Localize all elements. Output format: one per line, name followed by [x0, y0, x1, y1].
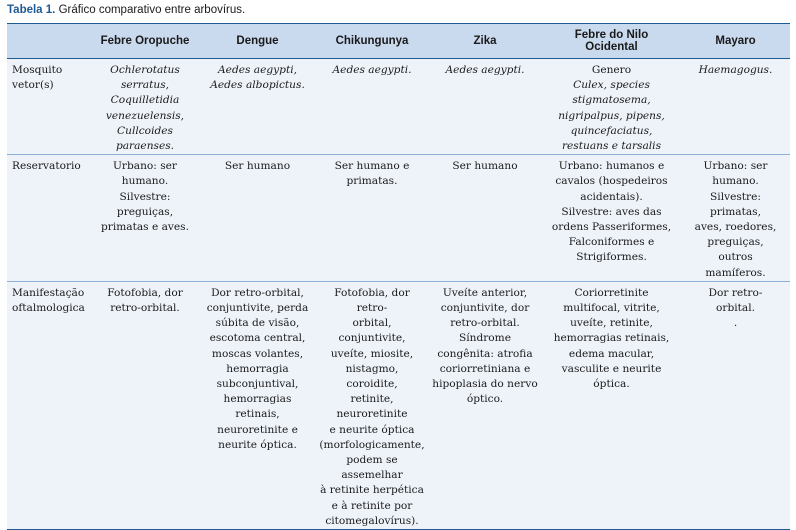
table-cell: [542, 59, 681, 155]
cell-text: Genero: [591, 64, 632, 76]
table-row-reservatorio: [7, 155, 790, 282]
table-cell: Ser humano e primatas.: [316, 155, 428, 282]
table-cell: Ser humano: [199, 155, 316, 282]
table-cell: Urbano: ser humano. Silvestre: primatas, aves, roedores, preguiças, outros mamíferos.: [681, 155, 790, 282]
table-cell: Dor retro- orbital. .: [681, 281, 790, 529]
cell-italic-text: Haemagogus.: [698, 64, 773, 76]
table-cell: [681, 59, 790, 155]
table-cell: [199, 59, 316, 155]
header-row: [7, 24, 790, 59]
table-cell: Urbano: ser humano. Silvestre: preguiças, primatas e aves.: [91, 155, 199, 282]
cell-italic-text: Aedes aegypti, Aedes albopictus.: [210, 64, 305, 92]
header-febre-oropuche: Febre Oropuche: [91, 24, 199, 59]
header-mayaro: Mayaro: [681, 24, 790, 59]
table-cell: Uveíte anterior, conjuntivite, dor retro-orbital. Síndrome congênita: atrofia coriorretiniana e hipoplasia do nervo óptico.: [428, 281, 542, 529]
header-febre-do-nilo-ocidental: Febre do Nilo Ocidental: [542, 24, 681, 59]
table-cell: Fotofobia, dor retro-orbital.: [91, 281, 199, 529]
table-cell: Urbano: humanos e cavalos (hospedeiros acidentais). Silvestre: aves das ordens Passeriformes, Falconiformes e Strigiformes.: [542, 155, 681, 282]
table-cell: [91, 59, 199, 155]
row-label: Manifestação oftalmologica: [7, 281, 91, 529]
table-cell: [316, 59, 428, 155]
header-cell-empty: [7, 24, 91, 59]
table-cell: Ser humano: [428, 155, 542, 282]
row-label: Mosquito vetor(s): [12, 64, 63, 92]
header-chikungunya: Chikungunya: [316, 24, 428, 59]
arbovirus-comparison-table: [7, 23, 790, 530]
header-zika: Zika: [428, 24, 542, 59]
table-cell: Coriorretinite multifocal, vitrite, uveíte, retinite, hemorragias retinais, edema macular, vasculite e neurite óptica.: [542, 281, 681, 529]
table-row-mosquito-vetor: [7, 59, 790, 155]
cell-italic-text: Culex, species stigmatosema, nigripalpus, pipens, quincefaciatus, restuans e tarsalis: [558, 79, 665, 153]
cell-italic-text: Aedes aegypti.: [332, 64, 412, 76]
table-caption: [7, 4, 245, 16]
table-row-manifestacao-oftalmologica: [7, 281, 790, 529]
row-label: Reservatorio: [7, 155, 91, 282]
table-cell: Dor retro-orbital, conjuntivite, perda súbita de visão, escotoma central, moscas volantes, hemorragia subconjuntival, hemorragias retinais, neuroretinite e neurite óptica.: [199, 281, 316, 529]
caption-text: Gráfico comparativo entre arbovírus.: [55, 4, 246, 16]
cell-italic-text: Ochlerotatus serratus, Coquilletidia venezuelensis, Cullcoides paraenses.: [105, 64, 185, 153]
caption-label: Tabela 1.: [7, 4, 56, 16]
table-cell: [428, 59, 542, 155]
header-dengue: Dengue: [199, 24, 316, 59]
cell-italic-text: Aedes aegypti.: [445, 64, 525, 76]
table-cell: Fotofobia, dor retro- orbital, conjuntivite, uveíte, miosite, nistagmo, coroidite, retinite, neuroretinite e neurite óptica (morfologicamente, podem se assemelhar à retinite herpética e à retinite por citomegalovírus).: [316, 281, 428, 529]
